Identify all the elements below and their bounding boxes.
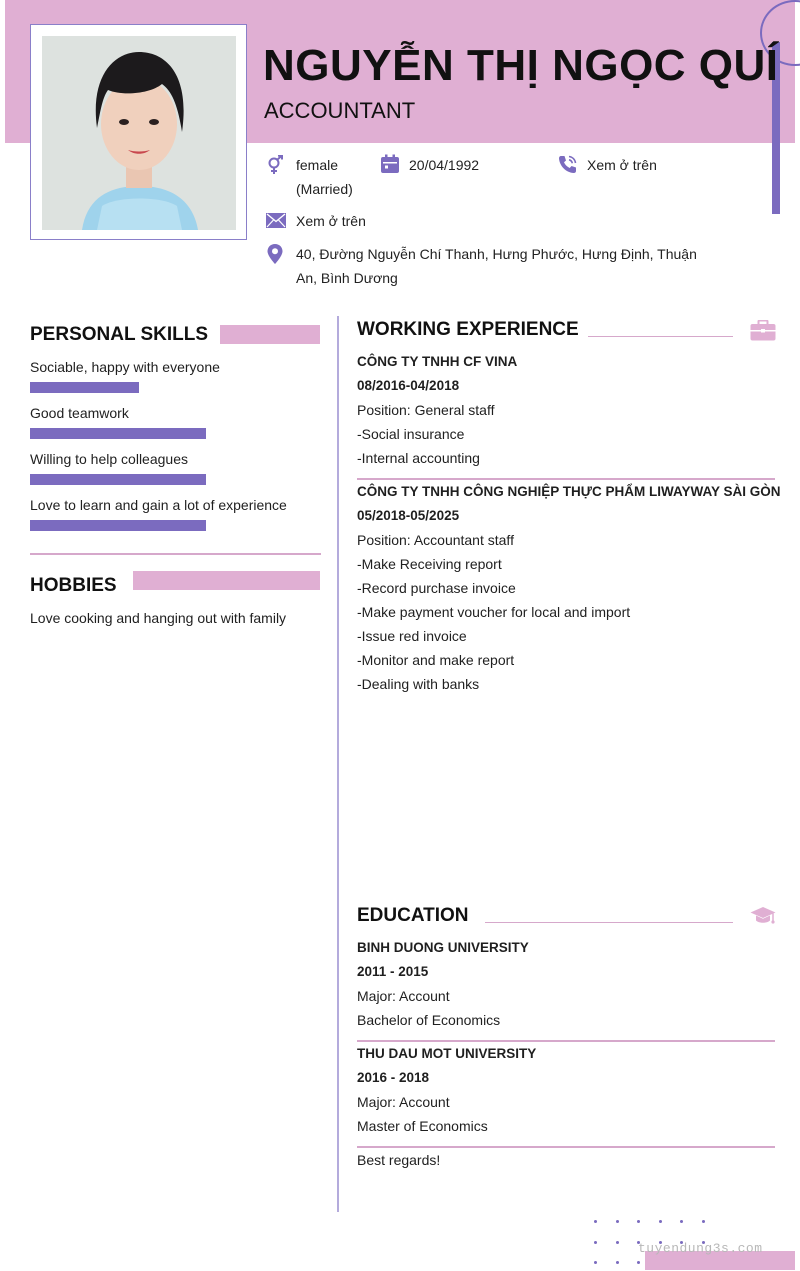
job-2-detail: -Record purchase invoice (357, 580, 516, 596)
working-experience-title: WORKING EXPERIENCE (357, 319, 579, 340)
graduation-cap-icon (750, 906, 776, 931)
hobbies-text: Love cooking and hanging out with family (30, 610, 287, 626)
job-title: ACCOUNTANT (264, 98, 416, 123)
skill-bar-3 (30, 474, 206, 485)
job-1-detail: Position: General staff (357, 402, 495, 418)
skills-title-accent (220, 325, 320, 344)
school-1-major: Major: Account (357, 988, 450, 1004)
skill-bar-4 (30, 520, 206, 531)
mail-icon (266, 213, 286, 233)
decoration-dot (659, 1220, 662, 1223)
school-2-major: Major: Account (357, 1094, 450, 1110)
watermark: tuyendung3s.com (638, 1241, 763, 1256)
decoration-dot (616, 1241, 619, 1244)
decoration-dot (594, 1220, 597, 1223)
location-pin-icon (266, 243, 284, 270)
decoration-dot (680, 1220, 683, 1223)
closing-text: Best regards! (357, 1152, 441, 1168)
address-line-2: An, Bình Dương (296, 270, 398, 286)
address-line-1: 40, Đường Nguyễn Chí Thanh, Hưng Phước, Hưng Định, Thuận (296, 246, 697, 262)
marital-status: (Married) (296, 181, 353, 197)
job-1-detail: -Social insurance (357, 426, 465, 442)
hobbies-title-accent (133, 571, 320, 590)
job-2-detail: -Dealing with banks (357, 676, 480, 692)
hobbies-title: HOBBIES (30, 575, 117, 596)
decoration-dot (594, 1241, 597, 1244)
column-divider (337, 316, 339, 1212)
briefcase-icon (750, 320, 776, 346)
photo-frame (30, 24, 247, 240)
experience-title-line (588, 336, 733, 337)
job-1-company: CÔNG TY TNHH CF VINA (357, 354, 518, 369)
personal-skills-title: PERSONAL SKILLS (30, 324, 209, 345)
candidate-name: NGUYỄN THỊ NGỌC QUÍ (263, 41, 779, 90)
decoration-dot (702, 1220, 705, 1223)
job-2-detail: -Monitor and make report (357, 652, 515, 668)
education-title: EDUCATION (357, 905, 469, 926)
job-2-detail: -Make Receiving report (357, 556, 502, 572)
job-1-period: 08/2016-04/2018 (357, 378, 460, 393)
skills-divider (30, 553, 321, 555)
skill-bar-1 (30, 382, 139, 393)
calendar-icon (380, 154, 400, 179)
school-1-degree: Bachelor of Economics (357, 1012, 501, 1028)
education-title-line (485, 922, 733, 923)
job-2-period: 05/2018-05/2025 (357, 508, 460, 523)
school-2-degree: Master of Economics (357, 1118, 488, 1134)
skill-label-2: Good teamwork (30, 405, 129, 421)
avatar (42, 36, 236, 230)
school-1-name: BINH DUONG UNIVERSITY (357, 940, 529, 955)
job-1-detail: -Internal accounting (357, 450, 480, 466)
skill-label-4: Love to learn and gain a lot of experience (30, 497, 287, 513)
birthday-value: 20/04/1992 (409, 157, 480, 173)
skill-bar-2 (30, 428, 206, 439)
gender-icon (266, 155, 286, 180)
school-1-period: 2011 - 2015 (357, 964, 429, 979)
phone-icon (557, 154, 578, 180)
school-2-name: THU DAU MOT UNIVERSITY (357, 1046, 537, 1061)
decoration-dot (637, 1261, 640, 1264)
decoration-dot (637, 1220, 640, 1223)
job-2-company: CÔNG TY TNHH CÔNG NGHIỆP THỰC PHẨM LIWAYWAY SÀI GÒN (357, 484, 781, 499)
job-2-detail: -Make payment voucher for local and import (357, 604, 631, 620)
skill-label-3: Willing to help colleagues (30, 451, 188, 467)
decoration-dot (616, 1220, 619, 1223)
skill-label-1: Sociable, happy with everyone (30, 359, 220, 375)
decoration-dot (594, 1261, 597, 1264)
job-2-detail: -Issue red invoice (357, 628, 467, 644)
decoration-dot (616, 1261, 619, 1264)
school-2-period: 2016 - 2018 (357, 1070, 430, 1085)
job-2-detail: Position: Accountant staff (357, 532, 514, 548)
phone-value: Xem ở trên (587, 157, 657, 173)
gender-value: female (296, 157, 339, 173)
email-value: Xem ở trên (296, 213, 366, 229)
